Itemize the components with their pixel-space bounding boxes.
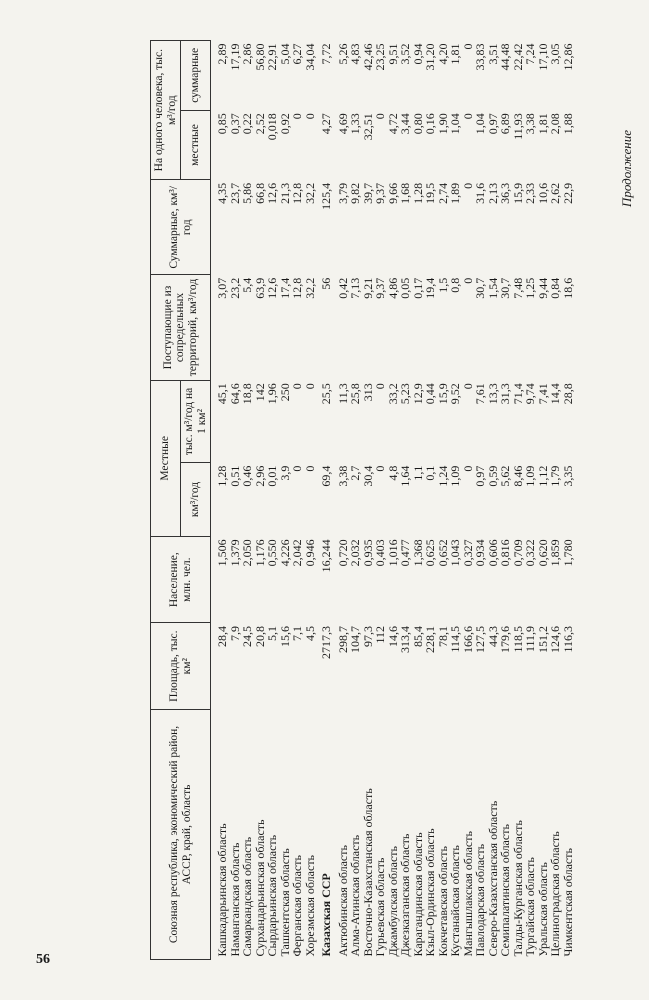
row-value-lk: 1,1 (410, 465, 425, 481)
row-name: Ферганская область (290, 855, 304, 957)
row-value-pop: 0,652 (435, 539, 450, 567)
row-name: Сурхандарьинская область (252, 819, 267, 957)
row-value-pop: 2,032 (348, 539, 362, 567)
row-name: Актюбинская область (335, 845, 350, 957)
row-value-lp: 14,4 (548, 383, 562, 405)
row-value-ppl: 0,16 (423, 113, 437, 135)
header-per-person: На одного человека, тыс. м³/год (151, 41, 181, 180)
row-value-ppl: 6,89 (498, 113, 512, 135)
row-value-ppt: 17,10 (535, 43, 550, 71)
row-value-area: 298,7 (335, 625, 350, 653)
row-value-tot: 3,79 (335, 182, 350, 204)
row-value-pop: 1,859 (548, 539, 562, 567)
row-value-lk: 0 (290, 465, 304, 472)
row-value-lp: 9,74 (523, 383, 537, 405)
table-row (349, 41, 362, 960)
row-value-lp: 12,9 (410, 383, 425, 405)
table-row (229, 41, 242, 960)
row-value-pop: 0,946 (302, 539, 317, 567)
row-value-area: 179,6 (498, 625, 512, 653)
row-value-area: 118,5 (510, 625, 525, 653)
table-row (487, 41, 500, 960)
row-value-pop: 0,322 (523, 539, 537, 567)
row-value-inc: 12,8 (290, 277, 304, 299)
table-row (266, 41, 279, 960)
row-value-area: 166,6 (460, 625, 475, 653)
row-value-inc: 0,84 (548, 277, 562, 299)
row-value-ppt: 0,94 (410, 43, 425, 65)
row-value-inc: 9,37 (373, 277, 387, 299)
row-value-tot: 2,33 (523, 182, 537, 204)
page-number: 56 (36, 952, 50, 967)
row-value-pop: 0,720 (335, 539, 350, 567)
row-value-lk: 0,97 (473, 465, 487, 487)
row-value-inc: 17,4 (277, 277, 292, 299)
table-row (462, 41, 475, 960)
row-value-ppl: 3,38 (523, 113, 537, 135)
row-value-lp: 45,1 (215, 383, 229, 405)
row-value-inc: 30,7 (473, 277, 487, 299)
row-value-lk: 8,46 (510, 465, 525, 487)
row-value-pop: 0,625 (423, 539, 437, 567)
row-value-pop: 4,226 (277, 539, 292, 567)
row-value-lp: 9,52 (448, 383, 462, 405)
row-value-ppl: 0,92 (277, 113, 292, 135)
row-value-area: 111,9 (523, 625, 537, 653)
row-value-inc: 19,4 (423, 277, 437, 299)
row-value-ppl: 0 (460, 113, 475, 120)
row-value-area: 228,1 (423, 625, 437, 653)
row-value-lk: 0,59 (485, 465, 500, 487)
row-value-pop: 0,477 (398, 539, 412, 567)
row-value-lk: 1,28 (215, 465, 229, 487)
row-value-lp: 250 (277, 383, 292, 402)
table-row (291, 41, 304, 960)
table-row (316, 41, 333, 960)
row-value-tot: 9,82 (348, 182, 362, 204)
row-value-tot: 2,13 (485, 182, 500, 204)
row-value-ppt: 4,20 (435, 43, 450, 65)
row-value-lk: 2,96 (252, 465, 267, 487)
row-value-pop: 1,043 (448, 539, 462, 567)
row-value-inc: 0 (460, 277, 475, 284)
row-value-ppt: 56,80 (252, 43, 267, 71)
row-value-tot: 4,35 (215, 182, 229, 204)
row-value-ppl: 0,37 (227, 113, 242, 135)
row-value-area: 24,5 (240, 625, 254, 647)
row-value-ppl: 1,33 (348, 113, 362, 135)
table-row (524, 41, 537, 960)
row-value-lp: 7,61 (473, 383, 487, 405)
row-name: Кзыл-Ординская область (423, 828, 437, 957)
row-value-ppt: 23,25 (373, 43, 387, 71)
row-value-inc: 7,13 (348, 277, 362, 299)
row-value-ppt: 22,42 (510, 43, 525, 71)
row-value-pop: 2,042 (290, 539, 304, 567)
header-population: Население, млн. чел. (151, 536, 211, 623)
row-value-lk: 3,38 (335, 465, 350, 487)
row-name: Гурьевская область (373, 857, 387, 957)
row-value-pop: 1,379 (227, 539, 242, 567)
table-row (537, 41, 550, 960)
row-value-lk: 1,12 (535, 465, 550, 487)
row-value-tot: 19,5 (423, 182, 437, 204)
row-value-inc: 12,6 (265, 277, 279, 299)
table-row (374, 41, 387, 960)
row-value-lk: 0,01 (265, 465, 279, 487)
row-value-lk: 1,09 (523, 465, 537, 487)
row-name: Хорезмская область (302, 854, 317, 957)
row-name: Талды-Курганская область (510, 820, 525, 957)
row-value-lk: 0 (302, 465, 317, 472)
table-row (387, 41, 400, 960)
row-value-ppt: 2,89 (215, 43, 229, 65)
row-value-ppl: 1,04 (448, 113, 462, 135)
row-value-area: 78,1 (435, 625, 450, 647)
row-value-ppl: 1,90 (435, 113, 450, 135)
row-value-ppl: 4,27 (319, 113, 333, 135)
row-value-tot: 9,37 (373, 182, 387, 204)
row-name: Тургайская область (523, 857, 537, 957)
row-value-ppt: 7,72 (319, 43, 333, 65)
row-value-lk: 0,46 (240, 465, 254, 487)
table-row (241, 41, 254, 960)
row-value-area: 20,8 (252, 625, 267, 647)
table-row (412, 41, 425, 960)
row-value-ppl: 0 (373, 113, 387, 120)
row-name: Карагандинская область (410, 832, 425, 957)
row-value-ppl: 3,44 (398, 113, 412, 135)
header-local-km3: км³/год (181, 463, 211, 537)
row-value-area: 313,4 (398, 625, 412, 653)
row-value-ppt: 9,51 (385, 43, 400, 65)
row-value-pop: 0,620 (535, 539, 550, 567)
row-value-lp: 25,5 (319, 383, 333, 405)
row-value-area: 97,3 (360, 625, 375, 647)
row-value-inc: 3,07 (215, 277, 229, 299)
row-value-pop: 1,780 (560, 539, 575, 567)
row-value-tot: 23,7 (227, 182, 242, 204)
row-value-tot: 5,86 (240, 182, 254, 204)
row-value-lk: 69,4 (319, 465, 333, 487)
row-value-tot: 15,9 (510, 182, 525, 204)
row-name: Наманганская область (227, 842, 242, 957)
row-value-tot: 22,9 (560, 182, 575, 204)
row-name: Ташкентская область (277, 848, 292, 957)
row-value-ppt: 5,04 (277, 43, 292, 65)
row-value-lp: 18,8 (240, 383, 254, 405)
row-value-tot: 12,8 (290, 182, 304, 204)
row-value-ppt: 12,86 (560, 43, 575, 71)
row-value-lk: 1,09 (448, 465, 462, 487)
row-value-inc: 32,2 (302, 277, 317, 299)
row-value-ppl: 4,69 (335, 113, 350, 135)
row-value-inc: 4,86 (385, 277, 400, 299)
row-value-lk: 30,4 (360, 465, 375, 487)
row-value-lp: 31,3 (498, 383, 512, 405)
row-value-lp: 313 (360, 383, 375, 402)
row-name: Мангышлакская область (460, 831, 475, 957)
row-value-inc: 18,6 (560, 277, 575, 299)
row-value-area: 114,5 (448, 625, 462, 653)
row-value-area: 85,4 (410, 625, 425, 647)
row-value-lk: 2,7 (348, 465, 362, 481)
water-resources-table (150, 40, 574, 960)
row-value-lp: 142 (252, 383, 267, 402)
row-value-ppt: 5,26 (335, 43, 350, 65)
row-name: Джамбулская область (385, 846, 400, 957)
row-value-pop: 2,050 (240, 539, 254, 567)
row-value-pop: 0,935 (360, 539, 375, 567)
row-value-lk: 0 (460, 465, 475, 472)
row-value-pop: 1,176 (252, 539, 267, 567)
row-value-ppl: 0,22 (240, 113, 254, 135)
row-value-ppt: 3,51 (485, 43, 500, 65)
row-value-inc: 30,7 (498, 277, 512, 299)
row-value-inc: 1,5 (435, 277, 450, 293)
row-value-area: 14,6 (385, 625, 400, 647)
row-value-ppl: 2,08 (548, 113, 562, 135)
row-value-ppl: 0,97 (485, 113, 500, 135)
row-value-ppl: 0,80 (410, 113, 425, 135)
row-value-ppl: 0 (302, 113, 317, 120)
row-value-ppt: 31,20 (423, 43, 437, 71)
row-value-inc: 9,21 (360, 277, 375, 299)
row-value-tot: 125,4 (319, 182, 333, 210)
row-name: Кокчетавская область (435, 846, 450, 957)
row-value-lk: 0,1 (423, 465, 437, 481)
header-area: Площадь, тыс. км² (151, 623, 211, 710)
row-value-lp: 1,96 (265, 383, 279, 405)
row-value-tot: 0 (460, 182, 475, 189)
row-value-lp: 15,9 (435, 383, 450, 405)
row-value-tot: 2,62 (548, 182, 562, 204)
table-row (254, 41, 267, 960)
row-value-ppl: 4,72 (385, 113, 400, 135)
row-value-pop: 1,506 (215, 539, 229, 567)
table-body (211, 41, 575, 960)
row-value-area: 4,5 (302, 625, 317, 641)
row-value-ppl: 1,88 (560, 113, 575, 135)
row-name: Сырдарьинская область (265, 834, 279, 957)
row-value-lk: 3,35 (560, 465, 575, 487)
row-value-pop: 0,816 (498, 539, 512, 567)
row-value-pop: 0,606 (485, 539, 500, 567)
row-value-lk: 0,51 (227, 465, 242, 487)
row-value-area: 104,7 (348, 625, 362, 653)
row-value-lk: 1,79 (548, 465, 562, 487)
row-value-area: 116,3 (560, 625, 575, 653)
table-row (562, 41, 575, 960)
row-value-inc: 56 (319, 277, 333, 290)
row-value-tot: 1,28 (410, 182, 425, 204)
row-value-lp: 25,8 (348, 383, 362, 405)
row-value-area: 2717,3 (319, 625, 333, 659)
row-name: Джезказганская область (398, 833, 412, 957)
row-value-ppl: 2,52 (252, 113, 267, 135)
row-value-lp: 64,6 (227, 383, 242, 405)
row-value-tot: 10,6 (535, 182, 550, 204)
row-value-area: 127,5 (473, 625, 487, 653)
row-value-lp: 0 (290, 383, 304, 390)
row-value-ppl: 1,81 (535, 113, 550, 135)
row-value-lk: 1,64 (398, 465, 412, 487)
table-row (304, 41, 317, 960)
row-value-ppt: 33,83 (473, 43, 487, 71)
row-value-ppt: 7,24 (523, 43, 537, 65)
row-value-inc: 0,05 (398, 277, 412, 299)
table-row (399, 41, 412, 960)
row-value-ppt: 0 (460, 43, 475, 50)
row-name: Казахская ССР (319, 873, 333, 957)
row-value-ppt: 3,05 (548, 43, 562, 65)
row-value-lp: 0,44 (423, 383, 437, 405)
row-name: Восточно-Казахстанская область (360, 788, 375, 957)
header-name: Союзная республика, экономический район, АССР, край, область (151, 709, 211, 959)
table-row (437, 41, 450, 960)
header-local-per-km2: тыс. м³/год на 1 км² (181, 380, 211, 462)
row-value-ppl: 1,04 (473, 113, 487, 135)
row-name: Кустанайская область (448, 845, 462, 957)
table-row (549, 41, 562, 960)
table-row (474, 41, 487, 960)
row-value-pop: 0,550 (265, 539, 279, 567)
row-value-lk: 3,9 (277, 465, 292, 481)
row-value-inc: 1,25 (523, 277, 537, 299)
row-value-pop: 0,709 (510, 539, 525, 567)
row-value-ppl: 0,85 (215, 113, 229, 135)
row-value-ppt: 6,27 (290, 43, 304, 65)
table-row (279, 41, 292, 960)
table-row (424, 41, 437, 960)
row-name: Целиноградская область (548, 831, 562, 957)
row-value-pop: 1,016 (385, 539, 400, 567)
header-incoming: Поступающие из сопредельных территорий, км³/год (151, 275, 211, 381)
row-value-area: 124,6 (548, 625, 562, 653)
row-value-tot: 36,3 (498, 182, 512, 204)
row-value-tot: 2,74 (435, 182, 450, 204)
row-value-tot: 66,8 (252, 182, 267, 204)
continuation-label: Продолжение (619, 130, 634, 208)
table-row (499, 41, 512, 960)
row-value-area: 44,3 (485, 625, 500, 647)
rotated-table-container (150, 40, 630, 960)
row-value-area: 112 (373, 625, 387, 644)
row-value-lp: 0 (460, 383, 475, 390)
row-value-area: 28,4 (215, 625, 229, 647)
row-value-ppl: 32,51 (360, 113, 375, 141)
row-value-ppl: 0 (290, 113, 304, 120)
row-value-lp: 33,2 (385, 383, 400, 405)
row-name: Самаркандская область (240, 836, 254, 957)
row-name: Семипалатинская область (498, 824, 512, 957)
row-value-inc: 1,54 (485, 277, 500, 299)
row-value-lp: 71,4 (510, 383, 525, 405)
header-pp-total: суммарные (181, 41, 211, 111)
table-row (512, 41, 525, 960)
row-value-area: 7,1 (290, 625, 304, 641)
row-value-lp: 7,41 (535, 383, 550, 405)
row-value-tot: 1,89 (448, 182, 462, 204)
row-value-ppt: 17,19 (227, 43, 242, 71)
row-value-inc: 7,48 (510, 277, 525, 299)
table-row (362, 41, 375, 960)
row-value-inc: 63,9 (252, 277, 267, 299)
row-value-tot: 31,6 (473, 182, 487, 204)
row-value-ppt: 2,86 (240, 43, 254, 65)
row-value-lp: 0 (302, 383, 317, 390)
row-value-inc: 0,42 (335, 277, 350, 299)
row-name: Северо-Казахстанская область (485, 800, 500, 957)
row-value-lk: 1,24 (435, 465, 450, 487)
table-row (333, 41, 350, 960)
row-value-lp: 28,8 (560, 383, 575, 405)
row-value-area: 151,2 (535, 625, 550, 653)
row-value-pop: 0,934 (473, 539, 487, 567)
row-value-area: 7,9 (227, 625, 242, 641)
table-row (449, 41, 462, 960)
table-row (211, 41, 229, 960)
row-value-pop: 0,403 (373, 539, 387, 567)
row-value-inc: 23,2 (227, 277, 242, 299)
header-local: Местные (151, 380, 181, 536)
row-value-lp: 11,3 (335, 383, 350, 404)
row-value-inc: 9,44 (535, 277, 550, 299)
header-total: Суммарные, км³/год (151, 180, 211, 275)
row-value-inc: 0,8 (448, 277, 462, 293)
row-value-lp: 5,23 (398, 383, 412, 405)
row-value-ppt: 3,52 (398, 43, 412, 65)
row-value-ppl: 0,018 (265, 113, 279, 141)
row-name: Алма-Атинская область (348, 834, 362, 957)
row-value-inc: 5,4 (240, 277, 254, 293)
row-value-lk: 5,62 (498, 465, 512, 487)
row-value-ppt: 22,91 (265, 43, 279, 71)
row-value-ppt: 34,04 (302, 43, 317, 71)
row-value-tot: 32,2 (302, 182, 317, 204)
row-value-tot: 12,6 (265, 182, 279, 204)
row-value-ppt: 1,81 (448, 43, 462, 65)
row-value-tot: 21,3 (277, 182, 292, 204)
row-name: Кашкадарьинская область (215, 823, 229, 957)
row-value-lk: 4,8 (385, 465, 400, 481)
row-value-pop: 16,244 (319, 539, 333, 573)
row-value-tot: 9,66 (385, 182, 400, 204)
row-value-tot: 39,7 (360, 182, 375, 204)
row-value-lp: 13,3 (485, 383, 500, 405)
row-value-ppt: 44,48 (498, 43, 512, 71)
row-value-lk: 0 (373, 465, 387, 472)
row-value-pop: 1,368 (410, 539, 425, 567)
row-value-lp: 0 (373, 383, 387, 390)
row-value-area: 15,6 (277, 625, 292, 647)
row-name: Павлодарская область (473, 843, 487, 957)
row-value-ppt: 4,83 (348, 43, 362, 65)
row-value-area: 5,1 (265, 625, 279, 641)
row-value-inc: 0,17 (410, 277, 425, 299)
header-pp-local: местные (181, 110, 211, 180)
row-value-ppl: 11,93 (510, 113, 525, 140)
row-name: Чимкентская область (560, 848, 575, 957)
row-value-tot: 1,68 (398, 182, 412, 204)
row-name: Уральская область (535, 862, 550, 957)
row-value-ppt: 42,46 (360, 43, 375, 71)
row-value-pop: 0,327 (460, 539, 475, 567)
